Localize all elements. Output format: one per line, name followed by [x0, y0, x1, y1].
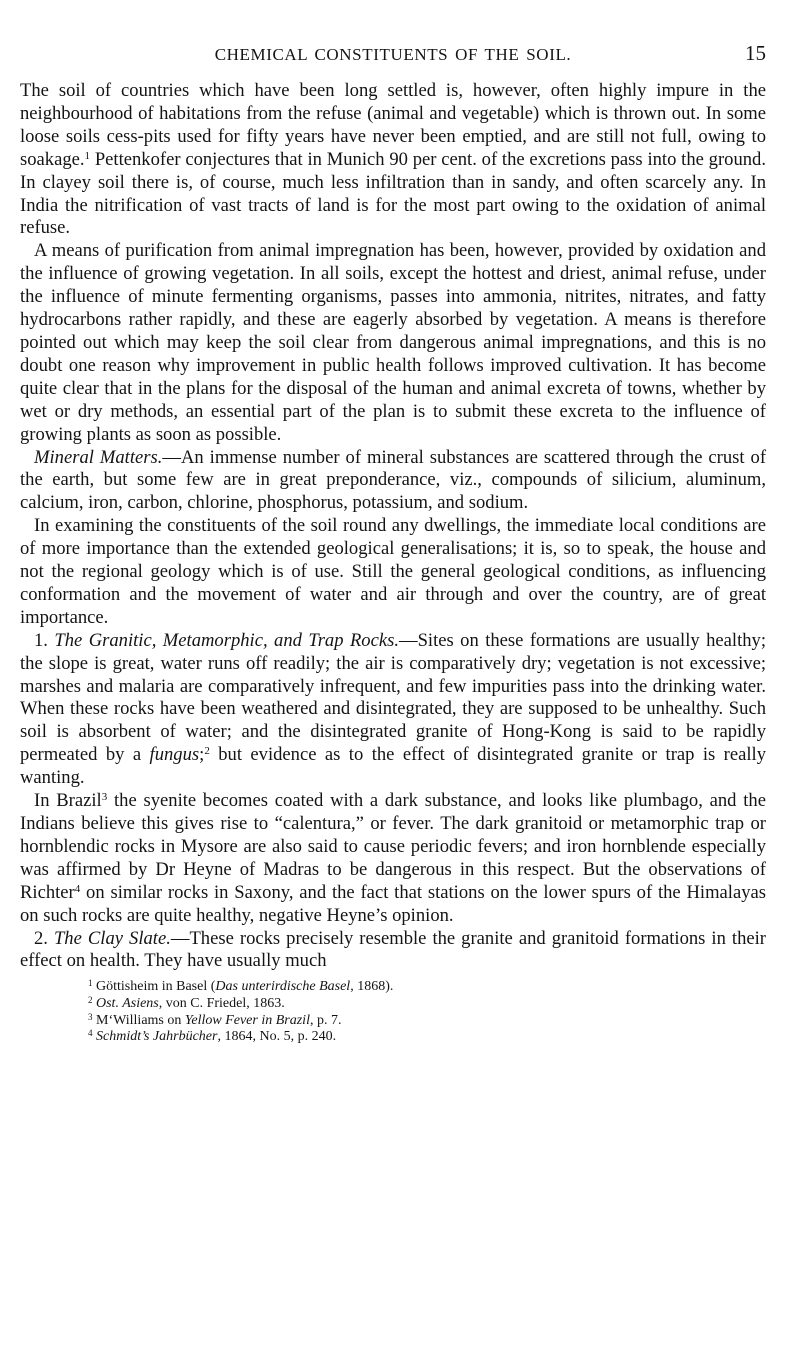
footnote-text: Göttisheim in Basel ( [92, 979, 216, 995]
text-run: A means of purification from animal impregnation has been, however, provided by oxidation and the influence of growing vegetation. In all soils, except the hottest and driest, animal refuse, under the influence of minute fermenting organisms, passes into ammonia, nitrites, nitrates, and fatty hydrocarbons rather rapidly, and these are eagerly absorbed by vegetation. A means is therefore pointed out which may keep the soil clear from dangerous animal impregnations, and this is no doubt one reason why improvement in public health follows improved cultivation. It has become quite clear that in the plans for the disposal of the human and animal excreta of towns, whether by wet or dry methods, an essential part of the plan is to submit these excreta to the influence of growing plants as soon as possible. [20, 240, 766, 445]
text-run: The soil of countries which have been long settled is, however, often highly impure in the neighbourhood of habitations from the refuse (animal and vegetable) which is thrown out. In some loose soils cess-pits used for fifty years have never been emptied, and are still not full, owing to soakage. [20, 80, 766, 170]
italic-text: fungus [149, 744, 200, 766]
text-run: on similar rocks in Saxony, and the fact that stations on the lower spurs of the Himalayas on such rocks are quite healthy, negative Heyne’s opinion. [20, 881, 766, 926]
footnote [88, 1029, 766, 1046]
text-run: In examining the constituents of the soil round any dwellings, the immediate local conditions are of more importance than the extended geological generalisations; it is, so to speak, the house and not the regional geology which is of use. Still the general geological conditions, as influencing conformation and the movement of water and air through and over the country, are of great importance. [20, 515, 766, 628]
text-run: —Sites on these formations are usually healthy; the slope is great, water runs off readily; the air is comparatively dry; vegetation is not excessive; marshes and malaria are comparatively infrequent, and few impurities pass into the drinking water. When these rocks have been weathered and disintegrated, they are supposed to be unhealthy. Such soil is absorbent of water; and the disintegrated granite of Hong-Kong is said to be rapidly permeated by a [20, 629, 766, 766]
paragraph [20, 240, 766, 446]
paragraph [20, 928, 766, 974]
text-run: ; [199, 744, 205, 766]
footnote [88, 979, 766, 996]
footnote-marker: 4 [74, 882, 81, 895]
footnote [88, 996, 766, 1013]
text-run: but evidence as to the effect of disintegrated granite or trap is really wanting. [20, 744, 767, 789]
footnote-text: , von C. Friedel, 1863. [158, 995, 285, 1011]
footnotes [20, 979, 766, 1045]
footnote-title: Das unterirdische Basel [215, 979, 351, 995]
paragraph [20, 630, 766, 790]
running-title: CHEMICAL CONSTITUENTS OF THE SOIL. [214, 45, 572, 64]
paragraph [20, 790, 766, 927]
paragraph [20, 80, 766, 240]
footnote-number: 3 [88, 1011, 93, 1022]
footnote [88, 1013, 766, 1030]
footnote-text: , 1868). [350, 979, 394, 995]
footnote-text: , p. 7. [309, 1012, 342, 1028]
page-header [20, 38, 766, 68]
text-run: —These rocks precisely resemble the granite and granitoid formations in their effect on health. They have usually much [20, 927, 766, 972]
footnote-number: 4 [88, 1028, 93, 1039]
text-run: 1. [34, 629, 55, 651]
footnote-marker: 1 [84, 149, 91, 162]
text-run: 2. [34, 927, 54, 949]
footnote-marker: 3 [101, 791, 108, 804]
italic-text: The Granitic, Metamorphic, and Trap Rocks. [54, 629, 399, 651]
footnote-title: Ost. Asiens [96, 995, 159, 1011]
footnote-number: 2 [88, 994, 93, 1005]
paragraph [20, 515, 766, 630]
paragraph [20, 447, 766, 516]
footnote-text: , 1864, No. 5, p. 240. [217, 1029, 337, 1045]
body-text [20, 80, 766, 973]
footnote-marker: 2 [204, 745, 210, 758]
italic-text: Mineral Matters. [34, 446, 163, 468]
text-run: —An immense number of mineral substances are scattered through the crust of the earth, but some few are in great preponderance, viz., compounds of silicium, aluminum, calcium, iron, carbon, chlorine, phosphorus, potassium, and sodium. [20, 446, 767, 514]
footnote-title: Yellow Fever in Brazil [184, 1012, 310, 1028]
page-number: 15 [745, 41, 766, 65]
text-run: In Brazil [34, 790, 102, 812]
footnote-title: Schmidt’s Jahrbücher [96, 1029, 218, 1045]
italic-text: The Clay Slate. [53, 927, 171, 949]
text-run: Pettenkofer conjectures that in Munich 90 per cent. of the excretions pass into the ground. In clayey soil there is, of course, much less infiltration than in sandy, and often scarcely any. In India the nitrification of vast tracts of land is for the most part owing to the oxidation of animal refuse. [20, 148, 766, 239]
footnote-number: 1 [88, 978, 93, 989]
footnote-text: M‘Williams on [92, 1012, 185, 1028]
book-page [20, 38, 766, 1046]
text-run: the syenite becomes coated with a dark substance, and looks like plumbago, and the Indians believe this gives rise to “calentura,” or fever. The dark granitoid or metamorphic trap or hornblendic rocks in Mysore are also said to cause periodic fevers; and iron hornblende especially was affirmed by Dr Heyne of Madras to be dangerous in this respect. But the observations of Richter [20, 790, 766, 903]
